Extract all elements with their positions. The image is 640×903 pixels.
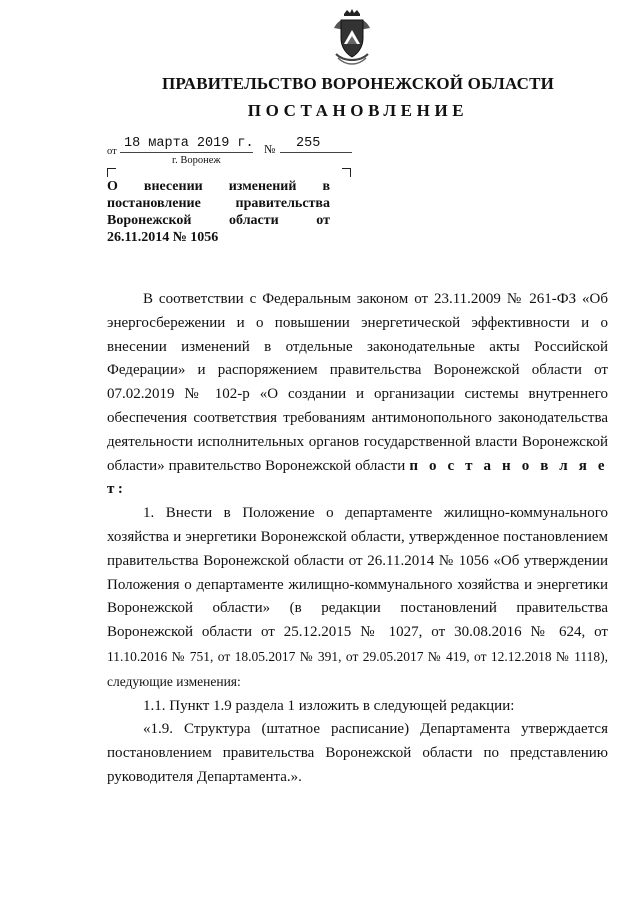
document-date: 18 марта 2019 г. (124, 136, 254, 151)
paragraph-preamble (107, 288, 608, 502)
subject-line: 26.11.2014 № 1056 (107, 230, 219, 245)
number-prefix: № (264, 142, 276, 156)
preamble-text: В соответствии с Федеральным законом от 23.11.2009 № 261-ФЗ «Об энергосбережении и о повышении энергетической эффективности и о внесении изменений в отдельные законодательные акты Российской Федерации» и распоряжением правительства Воронежской области от 07.02.2019 № 102-р «О создании и организации системы внутреннего обеспечения соответствия требованиям антимонопольного законодательства деятельности исполнительных органов государственной власти Воронежской области» правительство Воронежской области (107, 291, 608, 474)
date-prefix: от (107, 146, 117, 157)
corner-mark-right (342, 168, 351, 177)
date-underline (120, 152, 253, 153)
coat-of-arms-emblem (330, 8, 374, 70)
item-1-text-cont: 11.10.2016 № 751, от 18.05.2017 № 391, от 29.05.2017 № 419, от 12.12.2018 № 1118), следующие изменения: (107, 648, 608, 689)
document-number: 255 (296, 136, 321, 151)
number-underline (280, 152, 352, 153)
resolves-word: п о с т а н о в л я е т: (107, 457, 608, 498)
city-label: г. Воронеж (172, 155, 221, 166)
item-1-text: 1. Внести в Положение о департаменте жилищно-коммунального хозяйства и энергетики Воронежской области, утвержденное постановлением правительства Воронежской области от 26.11.2014 № 1056 «Об утверждении Положения о департаменте жилищно-коммунального хозяйства и энергетики Воронежской области» (в редакции постановлений правительства Воронежской области от 25.12.2015 № 1027, от 30.08.2016 № 624, от (107, 505, 608, 641)
document-body (107, 288, 608, 790)
paragraph-item-1-1: 1.1. Пункт 1.9 раздела 1 изложить в следующей редакции: (143, 697, 515, 714)
paragraph-quote: «1.9. Структура (штатное расписание) Департамента утверждается постановлением правительства Воронежской области по представлению руководителя Департамента.». (107, 721, 608, 785)
subject-line: О внесении изменений в (107, 179, 330, 194)
paragraph-item-1 (107, 502, 608, 694)
authority-title: ПРАВИТЕЛЬСТВО ВОРОНЕЖСКОЙ ОБЛАСТИ (161, 74, 555, 93)
corner-mark-left (107, 168, 116, 177)
subject-line: Воронежской области от (107, 213, 330, 228)
document-type-title: ПОСТАНОВЛЕНИЕ (247, 101, 469, 120)
document-subject (107, 178, 330, 246)
subject-line: постановление правительства (107, 196, 330, 211)
